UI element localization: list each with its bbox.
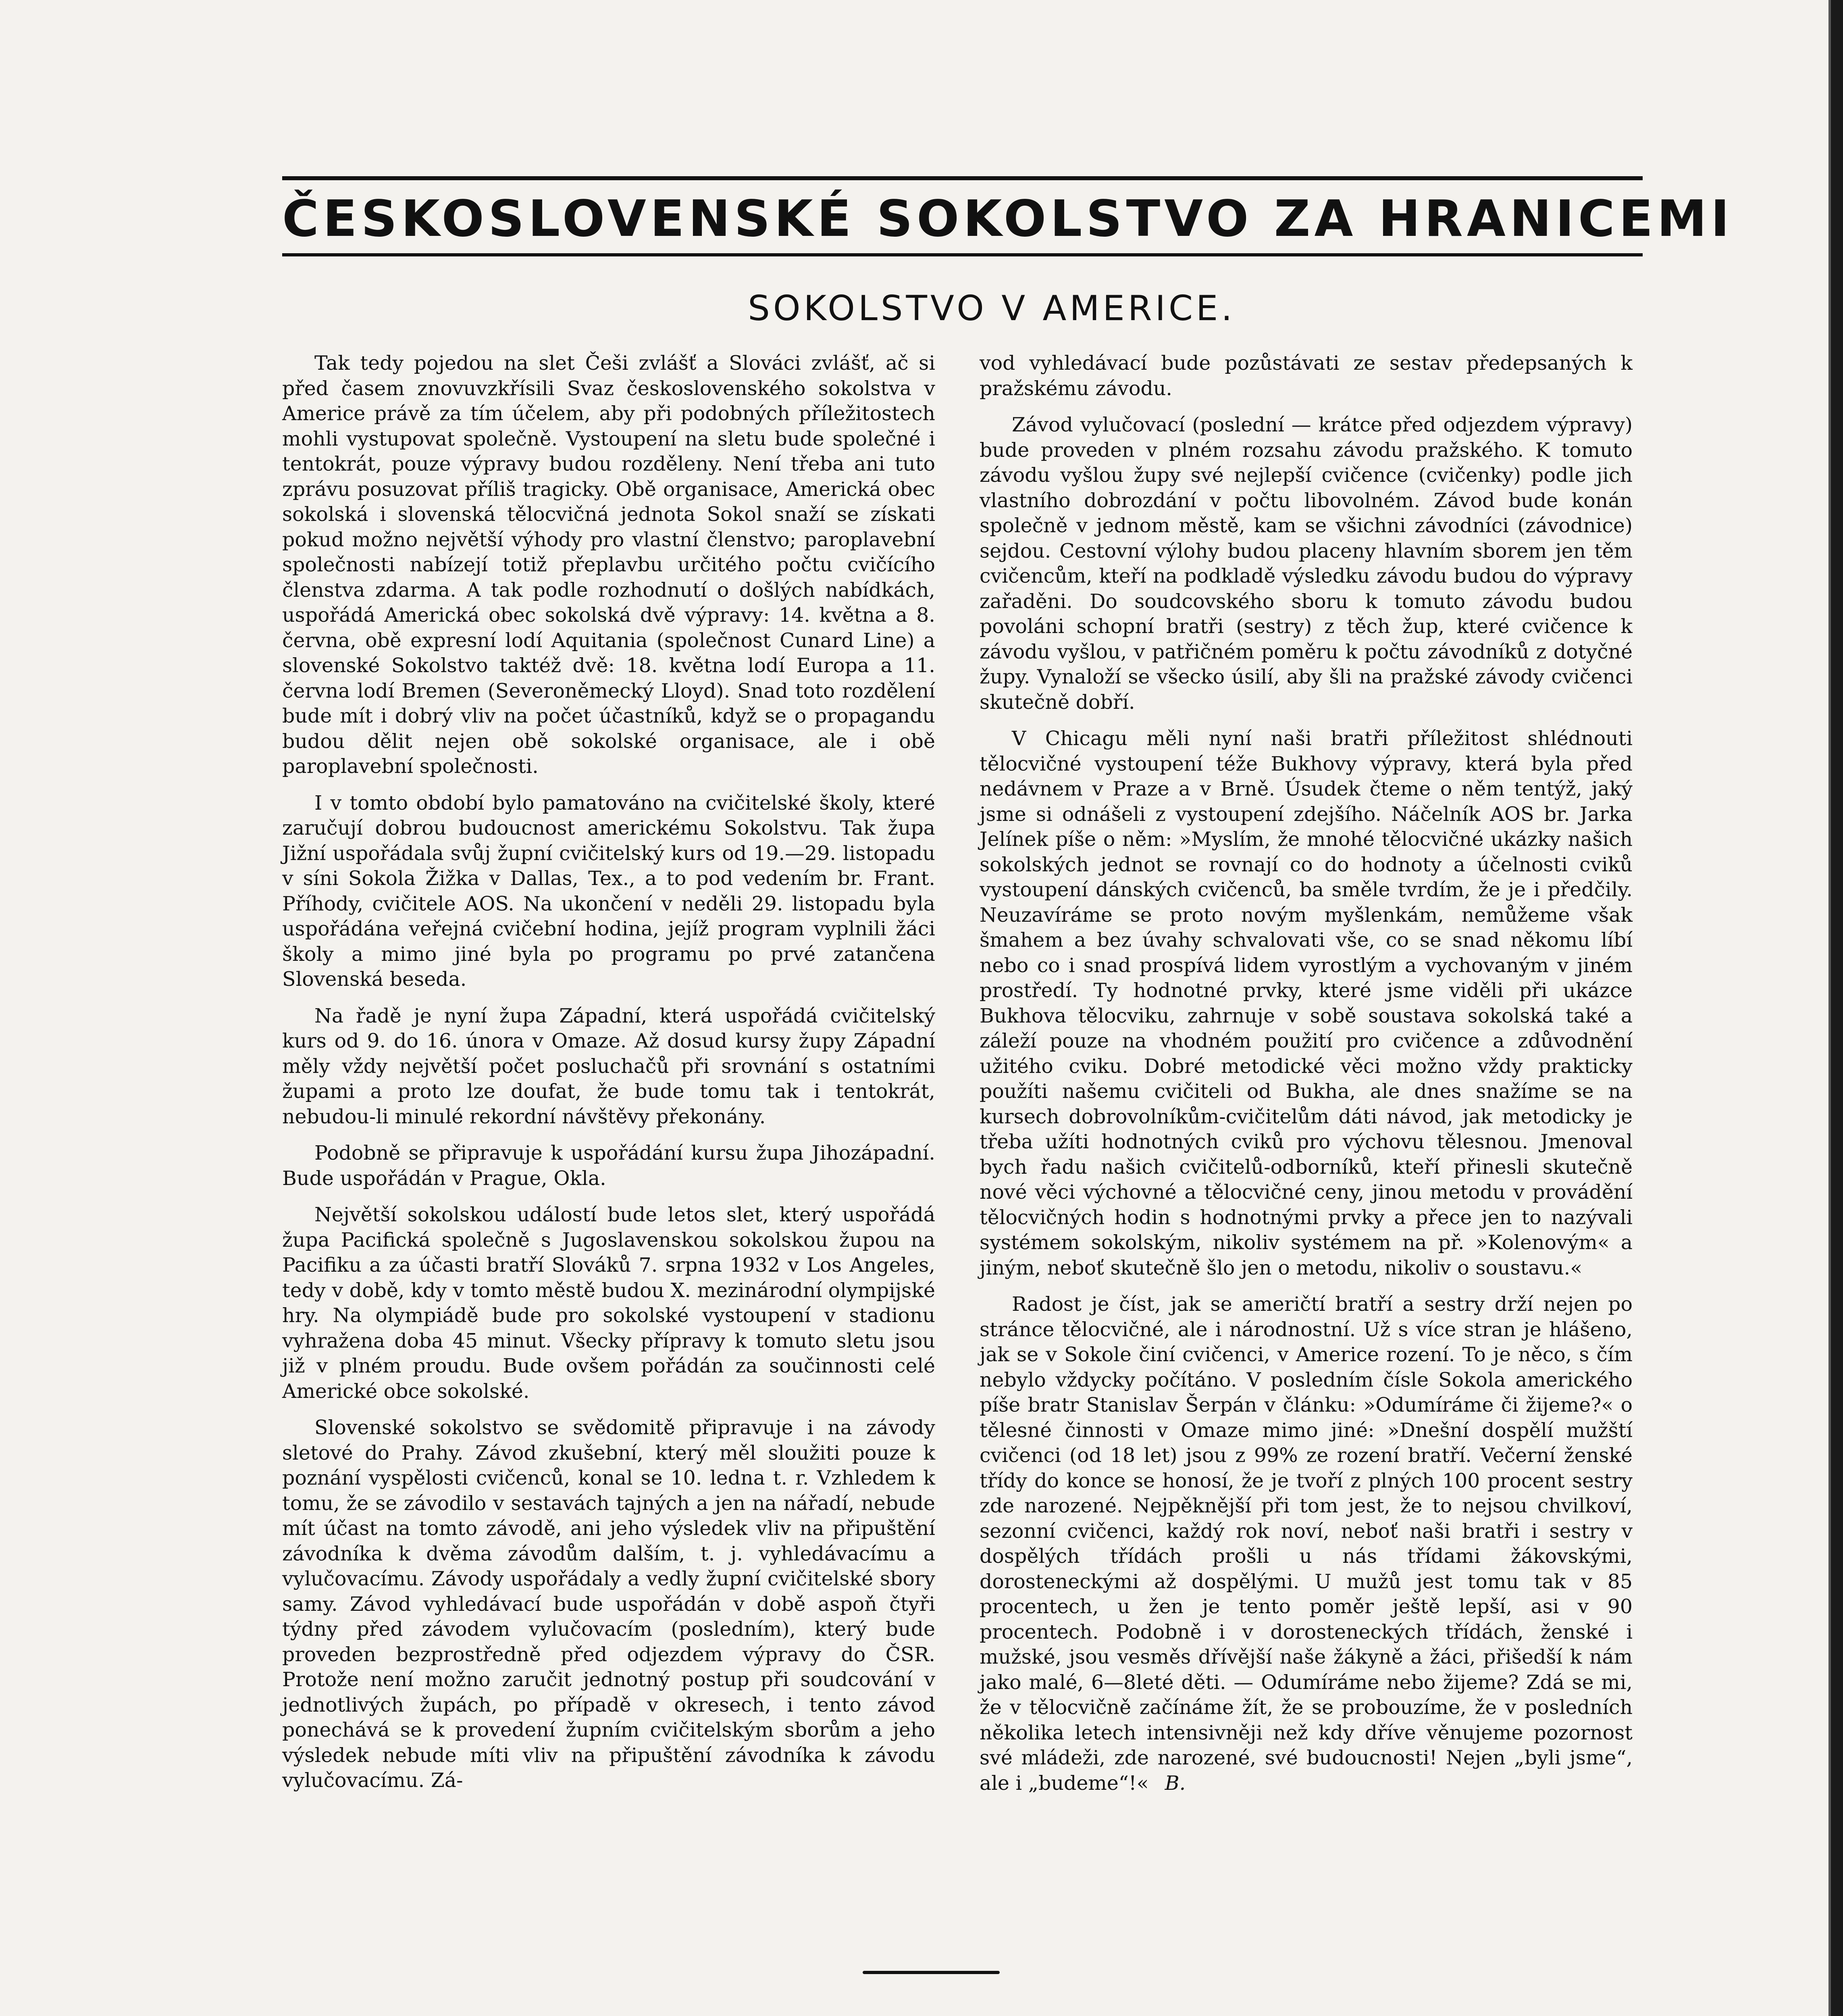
paragraph: I v tomto období bylo pamatováno na cvičitelské školy, které zaručují dobrou budoucnost americkému Sokolstvu. Tak župa Jižní uspořádala svůj župní cvičitelský kurs od 19.—29. listopadu v síni Sokola Žižka v Dallas, Tex., a to pod vedením br. Frant. Příhody, cvičitele AOS. Na ukončení v neděli 29. listopadu byla uspořádána veřejná cvičební hodina, jejíž program vyplnili žáci školy a mimo jiné byla po programu po prvé zatančena Slovenská beseda. — [282, 791, 935, 991]
paragraph-text: Radost je číst, jak se američtí bratří a sestry drží nejen po stránce tělocvičné, ale i národnostní. Už s více stran je hlášeno, jak se v Sokole činí cvičenci, v Americe rození. To je něco, s čím nebylo vždycky počítáno. V posledním čísle Sokola amerického píše bratr Stanislav Šerpán v článku: »Odumíráme či žijeme?« o tělesné činnosti v Omaze mimo jiné: »Dnešní dospělí mužští cvičenci (od 18 let) jsou z 99% ze rození bratří. Večerní ženské třídy do konce se honosí, že je tvoří z plných 100 procent sestry zde narozené. Nejpěknější při tom jest, že to nejsou chvilkoví, sezonní cvičenci, každý rok noví, neboť naši bratři i sestry v dospělých třídách prošli u nás třídami žákovskými, dorosteneckými až dospělými. U mužů jest tomu tak v 85 procentech, u žen je tento poměr ještě lepší, asi v 90 procentech. Podobně i v dorosteneckých třídách, ženské i mužské, jsou vesměs dřívější naše žákyně a žáci, přišedší k nám jako malé, 6—8leté děti. — Odumíráme nebo žijeme? Zdá se mi, že v tělocvičně začínáme žít, že se probouzíme, že v posledních několika letech intensivněji než kdy dříve věnujeme pozornost své mládeži, zde narozené, své budoucnosti! Nejen „byli jsme“, ale i „budeme“!« — [980, 1293, 1633, 1795]
right-column — [980, 351, 1633, 1807]
paragraph: V Chicagu měli nyní naši bratři příležitost shlédnouti tělocvičné vystoupení téže Bukhovy výpravy, která byla před nedávnem v Praze a v Brně. Úsudek čteme o něm tentýž, jaký jsme si odnášeli z vystoupení zdejšího. Náčelník AOS br. Jarka Jelínek píše o něm: »Myslím, že mnohé tělocvičné ukázky našich sokolských jednot se rovnají co do hodnoty a účelnosti cviků vystoupení dánských cvičenců, ba směle tvrdím, že je i předčily. Neuzavíráme se proto novým myšlenkám, nemůžeme však šmahem a bez úvahy schvalovati vše, co se snad někomu líbí nebo co i snad prospívá lidem vyrostlým a vychovaným v jiném prostředí. Ty hodnotné prvky, které jsme viděli při ukázce Bukhova tělocviku, zahrnuje v sobě soustava sokolská také a záleží pouze na vhodném použití pro cvičence a zdůvodnění užitého cviku. Dobré metodické věci možno vždy prakticky použíti našemu cvičiteli od Bukha, ale dnes snažíme se na kursech dobrovolníkům-cvičitelům dáti návod, jak metodicky je třeba užíti hodnotných cviků pro výchovu tělesnou. Jmenoval bych řadu našich cvičitelů-odborníků, kteří přinesli skutečně nové věci výchovné a tělocvičné ceny, jinou metodu v provádění tělocvičných hodin s hodnotnými prvky a přece jen to nazývali systémem sokolským, nikoliv systémem na př. »Kolenovým« a jiným, neboť skutečně šlo jen o metodu, nikoliv o soustavu.« — [980, 727, 1633, 1279]
paragraph: Na řadě je nyní župa Západní, která uspořádá cvičitelský kurs od 9. do 16. února v Omaze. Až dosud kursy župy Západní měly vždy největší počet posluchačů při srovnání s ostatními župami a proto lze doufat, že bude tomu tak i tentokrát, nebudou-li minulé rekordní návštěvy překonány. — [282, 1004, 935, 1128]
title-bottom-rule — [282, 253, 1643, 256]
paragraph-last — [980, 1292, 1633, 1796]
paragraph-continued: vod vyhledávací bude pozůstávati ze sestav předepsaných k pražskému závodu. — [980, 352, 1633, 400]
author-signature: B. — [1165, 1771, 1186, 1795]
title-top-rule — [282, 176, 1643, 180]
main-title: ČESKOSLOVENSKÉ SOKOLSTVO ZA HRANICEMI — [282, 190, 1733, 248]
paragraph: Slovenské sokolstvo se svědomitě připravuje i na závody sletové do Prahy. Závod zkušební, který měl sloužiti pouze k poznání vyspělosti cvičenců, konal se 10. ledna t. r. Vzhledem k tomu, že se závodilo v sestavách tajných a jen na nářadí, nebude mít účast na tomto závodě, ani jeho výsledek vliv na připuštění závodníka k dvěma závodům dalším, t. j. vyhledávacímu a vylučovacímu. Závody uspořádaly a vedly župní cvičitelské sbory samy. Závod vyhledávací bude uspořádán v době aspoň čtyři týdny před závodem vylučovacím (posledním), který bude proveden bezprostředně před odjezdem výpravy do ČSR. Protože není možno zaručit jednotný postup při soudcování v jednotlivých župách, po případě v okresech, i tento závod ponechává se k provedení župním cvičitelským sborům a jeho výsledek nebude míti vliv na připuštění závodníka k závodu vylučovacímu. Zá- — [282, 1416, 935, 1792]
paragraph: Závod vylučovací (poslední — krátce před odjezdem výpravy) bude proveden v plném rozsahu závodu pražského. K tomuto závodu vyšlou župy své nejlepší cvičence (cvičenky) podle jich vlastního dobrozdání v počtu libovolném. Závod bude konán společně v jednom městě, kam se všichni závodníci (závodnice) sejdou. Cestovní výlohy budou placeny hlavním sborem jen těm cvičencům, kteří na podkladě výsledku závodu budou do výpravy zařaděni. Do soudcovského sboru k tomuto závodu budou povoláni schopní bratři (sestry) z těch žup, které cvičence k závodu vyšlou, v patřičném poměru k počtu závodníků z dotyčné župy. Vynaloží se všecko úsilí, aby šli na pražské závody cvičenci skutečně dobří. — [980, 413, 1633, 714]
paragraph: Největší sokolskou událostí bude letos slet, který uspořádá župa Pacifická společně s Jugoslavenskou sokolskou župou na Pacifiku a za účasti bratří Slováků 7. srpna 1932 v Los Angeles, tedy v době, kdy v tomto městě budou X. mezinárodní olympijské hry. Na olympiádě bude pro sokolské vystoupení v stadionu vyhražena doba 45 minut. Všecky přípravy k tomuto sletu jsou již v plném proudu. Bude ovšem pořádán za součinnosti celé Americké obce sokolské. — [282, 1203, 935, 1403]
end-ornament-rule — [863, 1971, 1000, 1974]
page-edge — [1831, 0, 1843, 2016]
section-title: SOKOLSTVO V AMERICE. — [748, 288, 1236, 329]
left-column — [282, 351, 935, 1805]
paragraph: Tak tedy pojedou na slet Češi zvlášť a Slováci zvlášť, ač si před časem znovuvzkřísili Svaz československého sokolstva v Americe právě za tím účelem, aby při podobných příležitostech mohli vystupovat společně. Vystoupení na sletu bude společné i tentokrát, pouze výpravy budou rozděleny. Není třeba ani tuto zprávu posuzovat příliš tragicky. Obě organisace, Americká obec sokolská i slovenská tělocvičná jednota Sokol snaží se získati pokud možno největší výhody pro vlastní členstvo; paroplavební společnosti nabízejí totiž přeplavbu určitého počtu cvičícího členstva zdarma. A tak podle rozhodnutí o došlých nabídkách, uspořádá Americká obec sokolská dvě výpravy: 14. května a 8. června, obě expresní lodí Aquitania (společnost Cunard Line) a slovenské Sokolstvo taktéž dvě: 18. května lodí Europa a 11. června lodí Bremen (Severoněmecký Lloyd). Snad toto rozdělení bude mít i dobrý vliv na počet účastníků, když se o propagandu budou dělit nejen obě sokolské organisace, ale i obě paroplavební společnosti. — [282, 352, 935, 778]
paragraph: Podobně se připravuje k uspořádání kursu župa Jihozápadní. Bude uspořádán v Prague, Okla. — [282, 1141, 935, 1190]
